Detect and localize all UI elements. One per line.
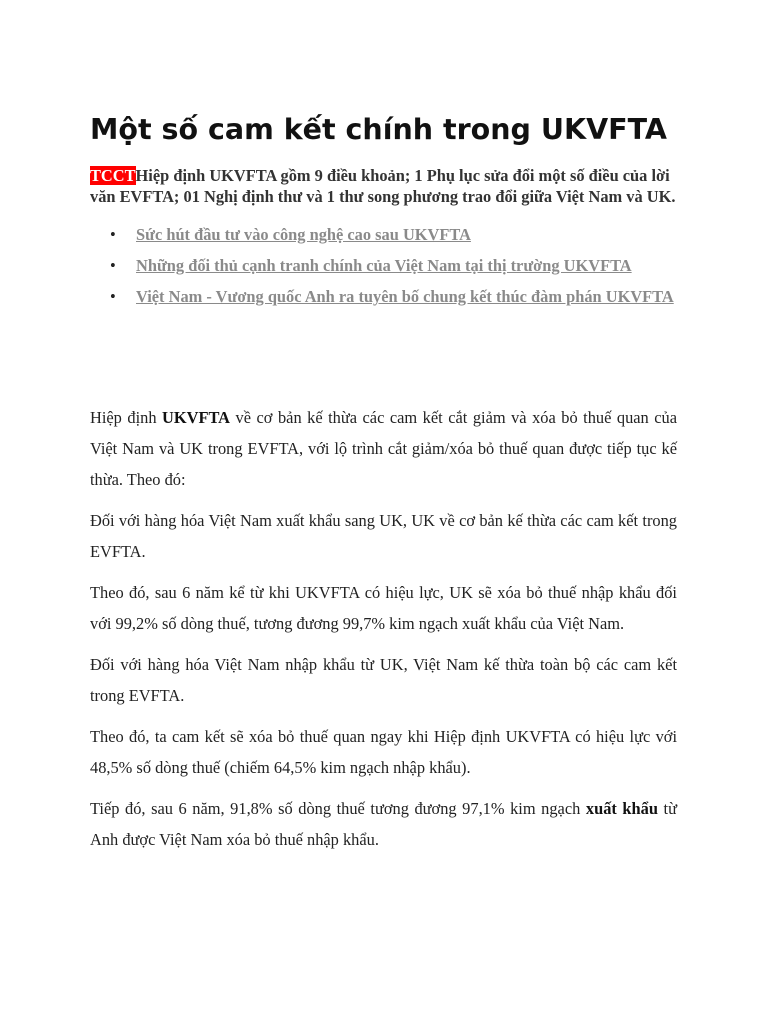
related-link-item [90,219,677,250]
body-paragraph: Đối với hàng hóa Việt Nam xuất khẩu sang UK, UK về cơ bản kế thừa các cam kết trong EVFTA. [90,511,677,561]
paragraph-text: Hiệp định [90,408,163,427]
body-paragraph: Đối với hàng hóa Việt Nam nhập khẩu từ UK, Việt Nam kế thừa toàn bộ các cam kết trong EVFTA. [90,655,677,705]
related-link[interactable]: Những đối thủ cạnh tranh chính của Việt Nam tại thị trường UKVFTA [136,256,632,275]
source-badge: TCCT [90,166,136,185]
article-sapo [90,165,677,207]
related-link[interactable]: Việt Nam - Vương quốc Anh ra tuyên bố chung kết thúc đàm phán UKVFTA [136,287,674,306]
sapo-text: Hiệp định UKVFTA gồm 9 điều khoản; 1 Phụ lục sửa đổi một số điều của lời văn EVFTA; 01 Nghị định thư và 1 thư song phương trao đổi giữa Việt Nam và UK. [90,166,676,206]
bullet-icon: • [110,225,116,244]
body-paragraph: Theo đó, sau 6 năm kể từ khi UKVFTA có hiệu lực, UK sẽ xóa bỏ thuế nhập khẩu đối với 99,2% số dòng thuế, tương đương 99,7% kim ngạch xuất khẩu của Việt Nam. [90,583,677,633]
article-body [90,402,677,865]
article-title: Một số cam kết chính trong UKVFTA [90,113,667,146]
body-paragraph: Theo đó, ta cam kết sẽ xóa bỏ thuế quan ngay khi Hiệp định UKVFTA có hiệu lực với 48,5% số dòng thuế (chiếm 64,5% kim ngạch nhập khẩu). [90,727,677,777]
bullet-icon: • [110,256,116,275]
related-link-item [90,281,677,312]
bold-keyword: UKVFTA [162,408,231,427]
paragraph-text: Tiếp đó, sau 6 năm, 91,8% số dòng thuế tương đương 97,1% kim ngạch [90,799,586,818]
body-paragraph [90,793,677,855]
paragraph-text: về cơ bản kế thừa các cam kết cắt giảm và xóa bỏ thuế quan của Việt Nam và UK trong EVFTA, với lộ trình cắt giảm/xóa bỏ thuế quan được tiếp tục kế thừa. Theo đó: [90,408,677,489]
related-links-list [90,219,677,312]
bullet-icon: • [110,287,116,306]
body-paragraph [90,402,677,495]
related-link[interactable]: Sức hút đầu tư vào công nghệ cao sau UKVFTA [136,225,471,244]
related-link-item [90,250,677,281]
paragraph-text: từ Anh được Việt Nam xóa bỏ thuế nhập khẩu. [90,799,677,849]
bold-keyword: xuất khẩu [585,799,658,818]
